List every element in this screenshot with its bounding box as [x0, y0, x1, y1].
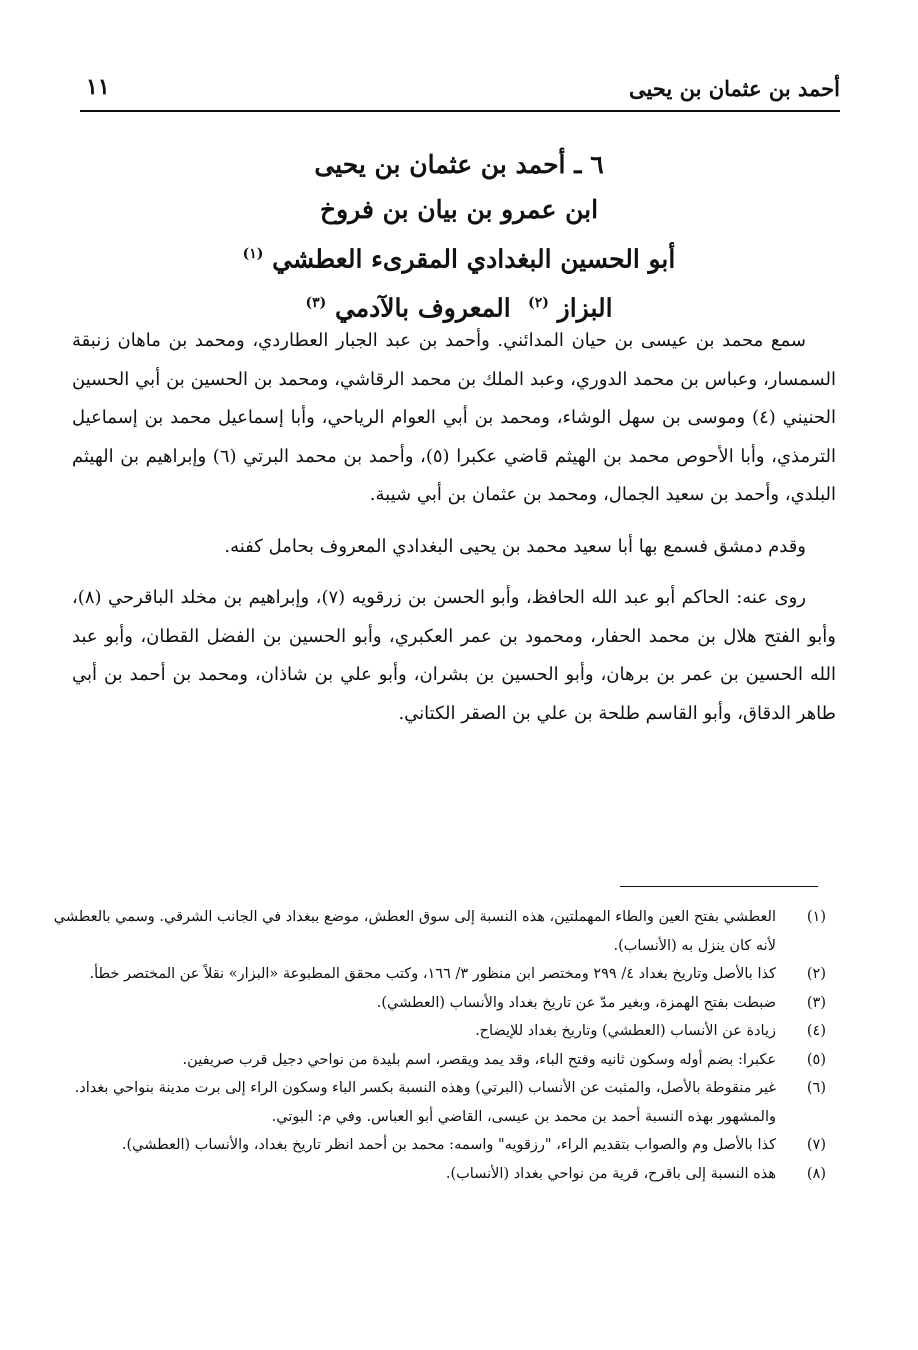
header-rule — [80, 110, 840, 112]
footnote-text: كذا بالأصل وتاريخ بغداد ٤/ ٢٩٩ ومختصر ابن منظور ٣/ ١٦٦، وكتب محقق المطبوعة «البزار» نقلاً عن المختصر خطأ. — [89, 966, 776, 982]
footnote-number: (٢) — [806, 966, 826, 982]
footnote-text: كذا بالأصل وم والصواب بتقديم الراء، "رزقويه" واسمه: محمد بن أحمد انظر تاريخ بغداد، والأنساب (العطشي). — [121, 1137, 776, 1153]
running-header — [80, 72, 840, 104]
footnote — [40, 1046, 826, 1075]
entry-heading — [100, 142, 818, 331]
entry-title-text-1: ٦ ـ أحمد بن عثمان بن يحيى — [314, 150, 604, 179]
footnote-text: غير منقوطة بالأصل، والمثبت عن الأنساب (البرتي) وهذه النسبة بكسر الباء وسكون الراء إلى برت مدينة بنواحي بغداد. والمشهور بهذه النسبة أحمد بن محمد بن عيسى، القاضي أبو العباس. وفي م: البوتي. — [74, 1080, 776, 1125]
footnote-number: (١) — [806, 909, 826, 925]
footnote-text: هذه النسبة إلى باقرح، قرية من نواحي بغداد (الأنساب). — [445, 1165, 776, 1182]
footnote — [40, 960, 826, 989]
footnote-text: عكبرا: بضم أوله وسكون ثانيه وفتح الباء، وقد يمد ويقصر، اسم بليدة من نواحي دجيل قرب صريفين. — [182, 1051, 776, 1068]
running-title: أحمد بن عثمان بن يحيى — [629, 76, 840, 101]
footnote-number: (٤) — [806, 1023, 826, 1039]
footnote — [40, 989, 826, 1018]
footnote-ref-3: (٣) — [305, 295, 327, 312]
body-paragraph: روى عنه: الحاكم أبو عبد الله الحافظ، وأبو الحسن بن زرقويه (٧)، وإبراهيم بن مخلد الباقرحي (٨)، وأبو الفتح هلال بن محمد الحفار، ومحمود بن عمر العكبري، وأبو الحسين بن الفضل القطان، وأبو عبد الله الحسين بن عمر بن برهان، وأبو الحسين بن بشران، وأبو علي بن شاذان، ومحمد بن أحمد بن أبي طاهر الدقاق، وأبو القاسم طلحة بن علي بن الصقر الكتاني. — [72, 587, 836, 724]
footnote-number: (٧) — [806, 1137, 826, 1153]
footnote-ref-2: (٢) — [528, 295, 549, 312]
entry-title-text-2: ابن عمرو بن بيان بن فروخ — [319, 195, 599, 224]
footnote-text: العطشي بفتح العين والطاء المهملتين، هذه النسبة إلى سوق العطش، موضع ببغداد في الجانب الشرقي. وسمي بالعطشي لأنه كان ينزل به (الأنساب). — [53, 909, 776, 954]
footnote-number: (٥) — [806, 1051, 826, 1068]
entry-title-text-4a: البزاز — [557, 293, 613, 323]
footnote-rule — [620, 886, 818, 887]
footnote-number: (٦) — [806, 1080, 826, 1096]
footnote-number: (٣) — [806, 994, 826, 1011]
footnote — [40, 1017, 826, 1046]
body-text — [72, 322, 836, 746]
entry-title-line-1 — [100, 142, 818, 187]
footnote-text: زيادة عن الأنساب (العطشي) وتاريخ بغداد للإيضاح. — [475, 1023, 776, 1039]
footnotes — [40, 903, 826, 1188]
entry-title-text-3: أبو الحسين البغدادي المقرىء العطشي — [272, 244, 676, 274]
footnote — [40, 1074, 826, 1131]
footnote — [40, 903, 826, 960]
footnote — [40, 1160, 826, 1189]
body-paragraph: وقدم دمشق فسمع بها أبا سعيد محمد بن يحيى البغدادي المعروف بحامل كفنه. — [224, 535, 806, 557]
footnote-text: ضبطت بفتح الهمزة، وبغير مدّ عن تاريخ بغداد والأنساب (العطشي). — [376, 994, 776, 1011]
footnote-ref-1: (١) — [242, 246, 264, 262]
entry-title-line-2 — [100, 187, 818, 232]
page-number: ١١ — [86, 74, 110, 100]
entry-title-text-4b: المعروف بالآدمي — [334, 293, 511, 323]
footnote — [40, 1131, 826, 1160]
body-paragraph: سمع محمد بن عيسى بن حيان المدائني. وأحمد بن عبد الجبار العطاردي، ومحمد بن ماهان زنبقة السمسار، وعباس بن محمد الدوري، وعبد الملك بن محمد الرقاشي، ومحمد بن الحسين بن أبي الحسين الحنيني (٤) وموسى بن سهل الوشاء، ومحمد بن أبي العوام الرياحي، وأبا إسماعيل محمد بن إسماعيل الترمذي، وأبا الأحوص محمد بن الهيثم قاضي عكبرا (٥)، وأحمد بن محمد البرتي (٦) وإبراهيم بن الهيثم البلدي، وأحمد بن سعيد الجمال، ومحمد بن عثمان بن أبي شيبة. — [72, 330, 836, 505]
footnote-number: (٨) — [806, 1165, 826, 1182]
entry-title-line-3 — [100, 232, 818, 281]
